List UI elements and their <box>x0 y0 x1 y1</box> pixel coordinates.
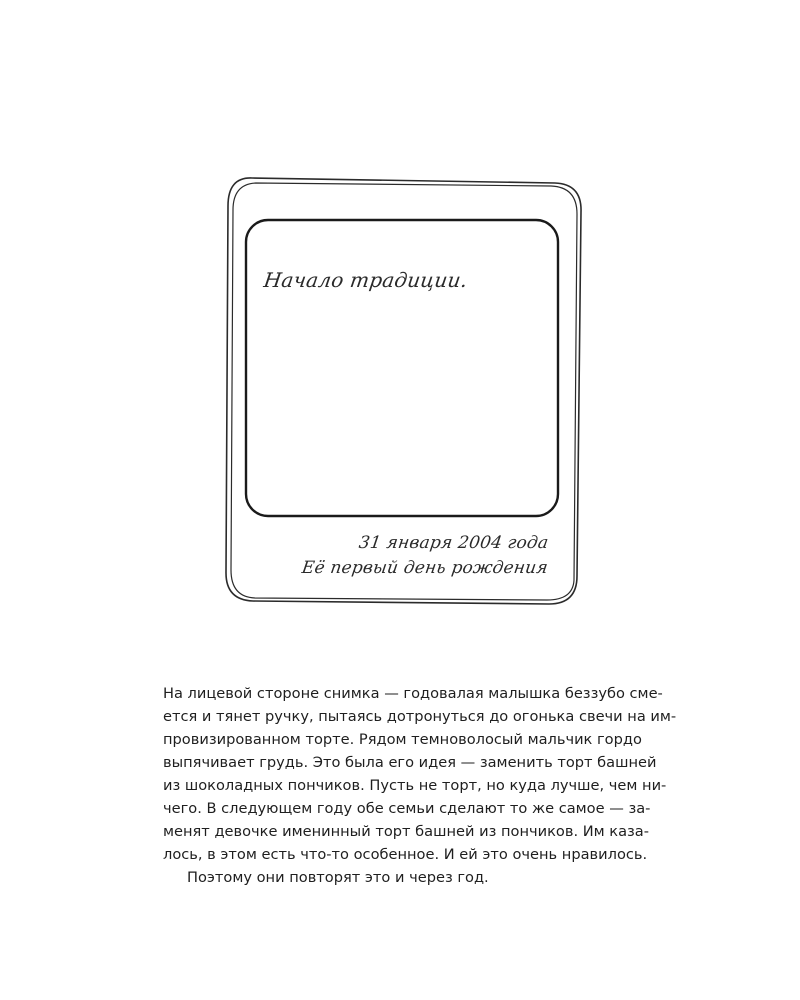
body-line: лось, в этом есть что-то особенное. И ей это очень нравилось. <box>163 846 648 863</box>
polaroid-caption-subtitle: Её первый день рождения <box>300 558 550 578</box>
body-paragraph <box>163 682 677 889</box>
body-line: из шоколадных пончиков. Пусть не торт, но куда лучше, чем ни- <box>163 777 667 794</box>
polaroid-caption-title: Начало традиции. <box>262 268 470 292</box>
body-line: провизированном торте. Рядом темноволосый мальчик гордо <box>163 731 642 748</box>
polaroid-caption-date: 31 января 2004 года <box>357 533 550 553</box>
body-line: чего. В следующем году обе семьи сделают то же самое — за- <box>163 800 651 817</box>
body-line: менят девочке именинный торт башней из пончиков. Им каза- <box>163 823 650 840</box>
body-line: На лицевой стороне снимка — годовалая малышка беззубо сме- <box>163 685 663 702</box>
body-line: ется и тянет ручку, пытаясь дотронуться до огонька свечи на им- <box>163 708 677 725</box>
body-line: выпячивает грудь. Это была его идея — заменить торт башней <box>163 754 657 771</box>
body-line-indented: Поэтому они повторят это и через год. <box>187 869 489 886</box>
polaroid-photo-window <box>246 220 558 516</box>
